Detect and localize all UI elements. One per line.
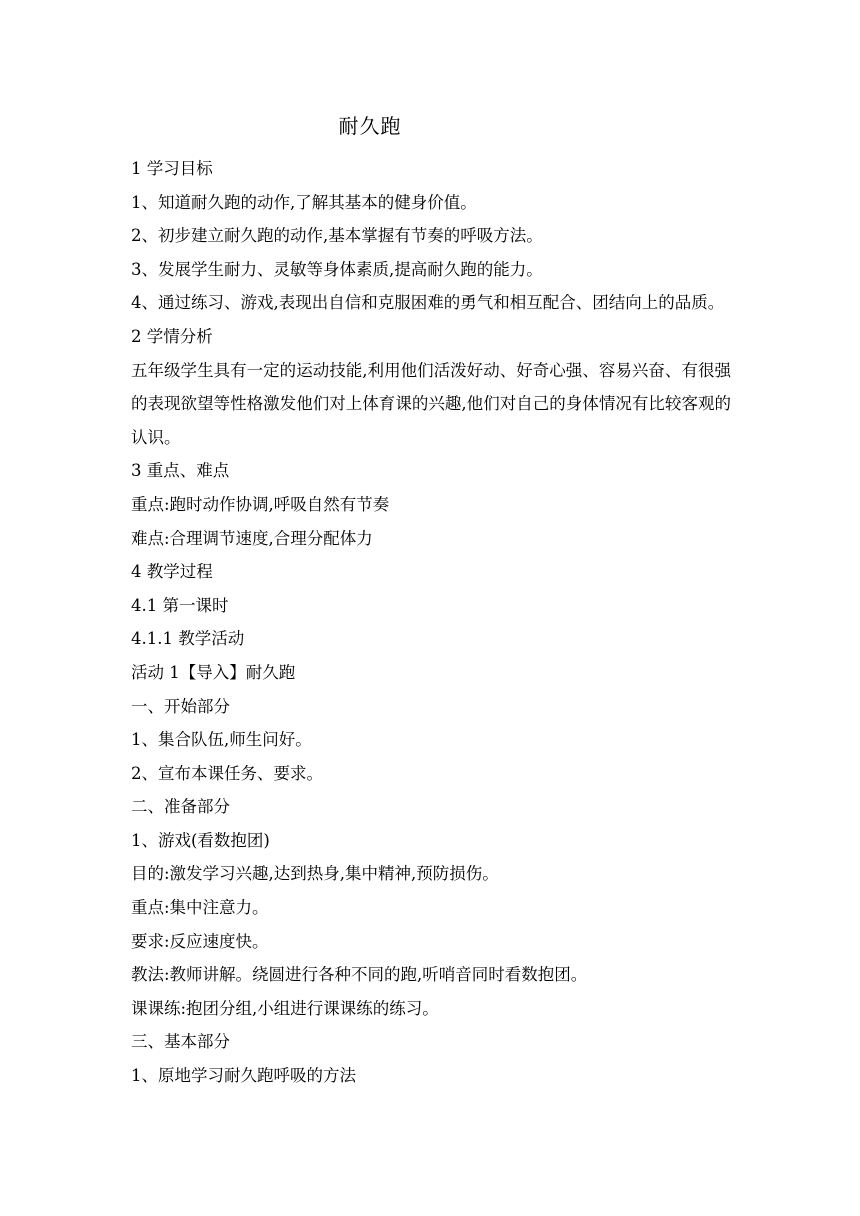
document-title: 耐久跑: [338, 114, 402, 138]
preparation-practice: 课课练:抱团分组,小组进行课课练的练习。: [131, 998, 439, 1018]
preparation-purpose: 目的:激发学习兴趣,达到热身,集中精神,预防损伤。: [131, 864, 499, 884]
start-step-1: 1、集合队伍,师生问好。: [131, 730, 312, 750]
section-heading-teaching-process: 4 教学过程: [131, 562, 213, 582]
section-heading-key-points: 3 重点、难点: [131, 461, 230, 481]
difficult-point: 难点:合理调节速度,合理分配体力: [131, 528, 373, 548]
preparation-game: 1、游戏(看数抱团): [131, 830, 270, 850]
goal-item-3: 3、发展学生耐力、灵敏等身体素质,提高耐久跑的能力。: [131, 259, 543, 279]
preparation-method: 教法:教师讲解。绕圆进行各种不同的跑,听哨音同时看数抱团。: [131, 965, 588, 985]
goal-item-1: 1、知道耐久跑的动作,了解其基本的健身价值。: [131, 192, 477, 212]
part-heading-start: 一、开始部分: [131, 696, 230, 716]
subsection-first-lesson: 4.1 第一课时: [131, 595, 229, 615]
goal-item-2: 2、初步建立耐久跑的动作,基本掌握有节奏的呼吸方法。: [131, 226, 543, 246]
student-analysis-paragraph: 五年级学生具有一定的运动技能,利用他们活泼好动、好奇心强、容易兴奋、有很强的表现欲望等性格激发他们对上体育课的兴趣,他们对自己的身体情况有比较客观的认识。: [131, 360, 731, 447]
preparation-focus: 重点:集中注意力。: [131, 898, 269, 918]
start-step-2: 2、宣布本课任务、要求。: [131, 763, 323, 783]
key-point: 重点:跑时动作协调,呼吸自然有节奏: [131, 494, 390, 514]
section-heading-student-analysis: 2 学情分析: [131, 326, 213, 346]
activity-1-heading: 活动 1【导入】耐久跑: [131, 662, 296, 682]
goal-item-4: 4、通过练习、游戏,表现出自信和克服困难的勇气和相互配合、团结向上的品质。: [131, 293, 725, 313]
subsection-teaching-activities: 4.1.1 教学活动: [131, 629, 245, 649]
document-body: [131, 152, 731, 1093]
part-heading-preparation: 二、准备部分: [131, 797, 230, 817]
part-heading-basic: 三、基本部分: [131, 1032, 230, 1052]
basic-step-1: 1、原地学习耐久跑呼吸的方法: [131, 1066, 356, 1086]
section-heading-learning-goals: 1 学习目标: [131, 159, 213, 178]
preparation-requirement: 要求:反应速度快。: [131, 931, 269, 951]
